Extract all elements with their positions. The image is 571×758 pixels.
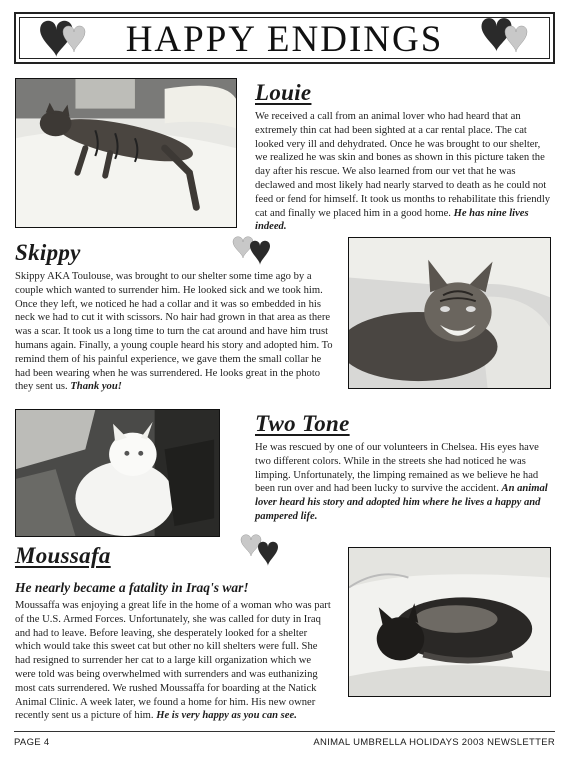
hearts-icon xyxy=(230,232,275,270)
story-body: Skippy AKA Toulouse, was brought to our shelter some time ago by a couple which wanted to surrender him. He looked sick and we took him. Once they left, we noticed he had a collar and it was so embedded in his neck we had to cut it with scissors. No hair had grown in that area as there was a scar. It took us a long time to turn the cat around and have him trust humans again. Finally, a young couple heard his story and adopted him. To remind them of his painful experience, we gave them the small collar he had been wearing when he was surrendered. He looks great in the photo they sent us. xyxy=(15,271,333,393)
story-body: Moussaffa was enjoying a great life in the home of a woman who was part of the U.S. Armed Forces. Unfortunately, she was called for duty in Iraq and had to leave. Before leaving, she desperately looked for a shelter which would take this sweet cat but other no kill shelters were full. She had resigned to surrender her cat to a large kill organization which we were told was being overwhelmed with surrenders and was euthanizing most cats surrendered. We rushed Moussaffa for boarding at the Natick Animal Clinic. A week later, we found a home for him. His new owner recently sent us a picture of him. xyxy=(15,600,331,722)
hearts-icon xyxy=(476,12,536,62)
hearts-icon xyxy=(34,14,94,64)
page-number: PAGE 4 xyxy=(14,737,50,748)
story-emphasis: An animal lover heard his story and adopted him where he lives a happy and pampered life. xyxy=(255,483,548,522)
cat-lying-on-bed-photo xyxy=(15,78,237,228)
header-banner xyxy=(14,12,555,64)
publication-name: ANIMAL UMBRELLA HOLIDAYS 2003 NEWSLETTER xyxy=(313,737,555,748)
story-emphasis: He has nine lives indeed. xyxy=(255,207,529,233)
story-emphasis: Thank you! xyxy=(70,381,122,393)
tabby-cat-on-pillow-photo xyxy=(348,237,551,389)
footer-divider xyxy=(14,731,555,732)
story-emphasis: He is very happy as you can see. xyxy=(156,710,297,722)
hearts-icon xyxy=(238,530,283,572)
story-title-two-tone: Two Tone xyxy=(255,411,350,436)
story-text-louie xyxy=(255,110,555,234)
story-title-louie: Louie xyxy=(255,80,312,105)
story-text-skippy xyxy=(15,270,333,394)
story-body: We received a call from an animal lover who had heard that an extremely thin cat had been sighted at a car rental place. The cat looked very ill and dehydrated. Once he was brought to our shelter, we realized he was skin and bones as shown in this picture taken the day after his rescue. We also learned from our vet that he was declawed and most likely had nearly starved to death as he could not feed or fend for himself. It took us months to rehabilitate this friendly cat and finally we placed him in a good home. xyxy=(255,111,551,219)
story-text-two-tone xyxy=(255,441,555,524)
siamese-cat-curled-up-photo xyxy=(348,547,551,697)
story-title-moussafa: Moussafa xyxy=(15,543,111,568)
white-fluffy-cat-photo xyxy=(15,409,220,537)
page-title: HAPPY ENDINGS xyxy=(125,19,444,60)
story-title-skippy: Skippy xyxy=(15,240,81,265)
story-body: He was rescued by one of our volunteers in Chelsea. His eyes have two different colors. While in the streets she had noticed he was limping. Unfortunately, the limping remained as we believe he had been run over and had been lucky to survive the accident. xyxy=(255,442,539,495)
story-text-moussafa xyxy=(15,599,333,723)
story-subtitle-moussafa: He nearly became a fatality in Iraq's war! xyxy=(15,580,249,595)
